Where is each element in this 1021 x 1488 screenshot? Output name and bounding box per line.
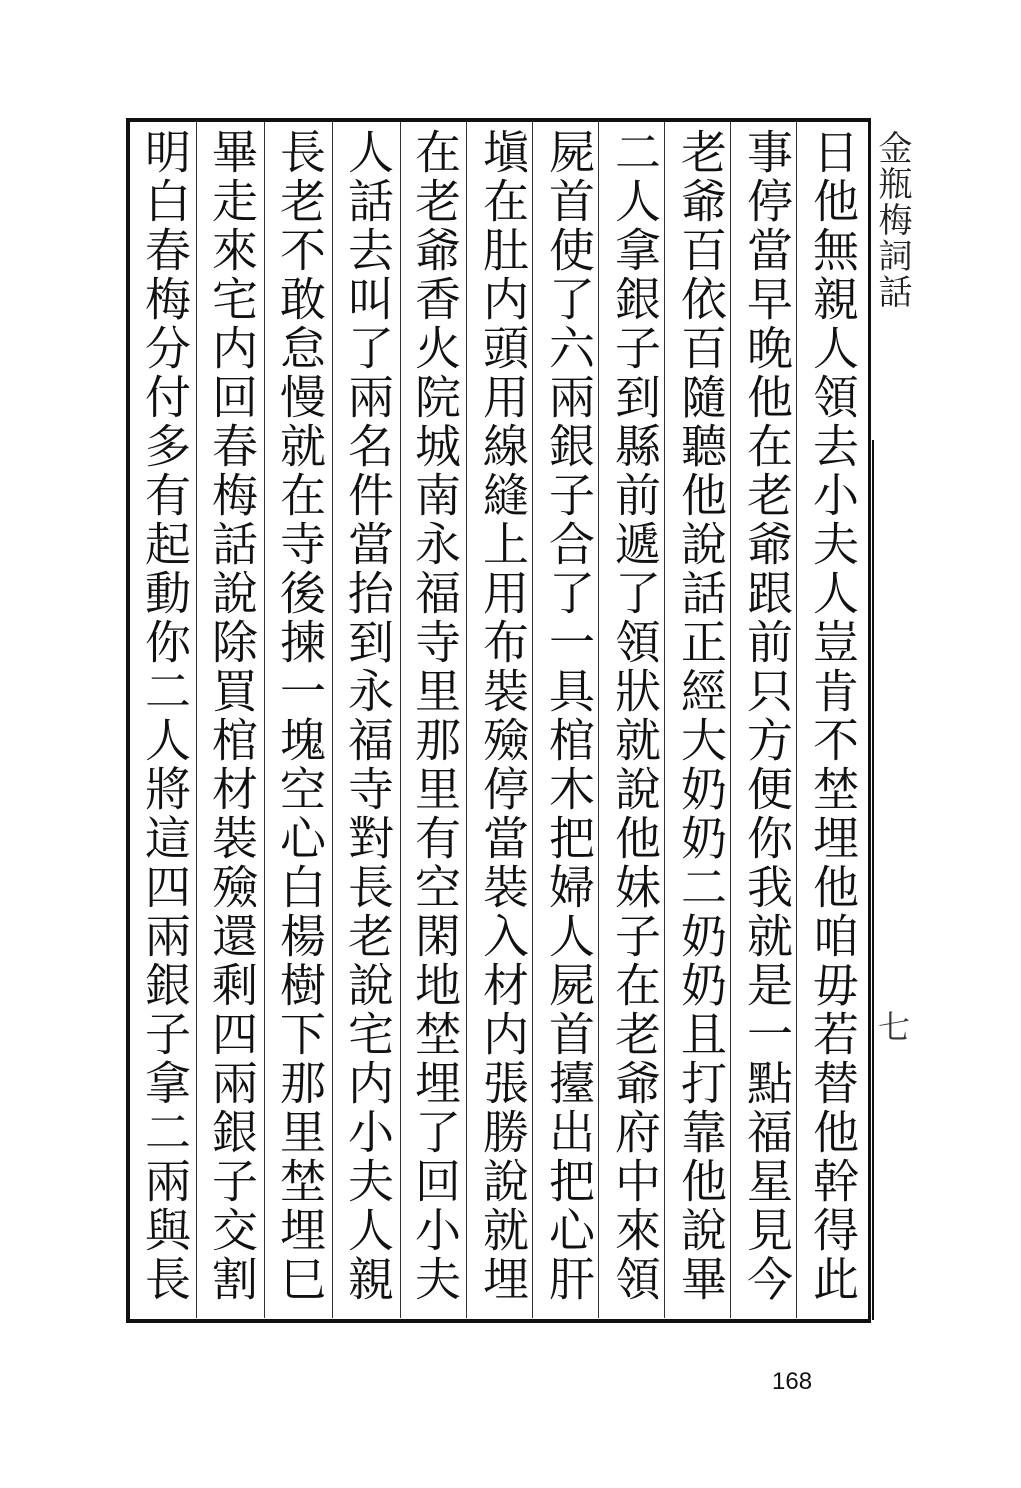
text-column-4: 二人拿銀子到縣前遞了領狀就說他妹子在老爺府中來領 (608, 128, 662, 1304)
text-column-8: 人話去叫了兩名件當抬到永福寺對長老說宅内小夫人親 (341, 128, 395, 1304)
column-rule (264, 122, 265, 1318)
page-number: 168 (772, 1368, 813, 1395)
column-rule (332, 122, 333, 1318)
margin-chapter-mark: 七 (873, 1010, 911, 1042)
text-column-2: 事停當早晚他在老爺跟前只方便你我就是一點福星見今 (740, 128, 794, 1304)
text-column-10: 畢走來宅内回春梅話說除買棺材裝殮還剩四兩銀子交割 (205, 128, 259, 1304)
text-column-6: 塡在肚内頭用線縫上用布裝殮停當裝入材内張勝說就埋 (476, 128, 530, 1304)
column-rule (466, 122, 467, 1318)
column-rule (196, 122, 197, 1318)
text-column-7: 在老爺香火院城南永福寺里那里有空閑地埜埋了回小夫 (408, 128, 462, 1304)
text-column-11: 明白春梅分付多有起動你二人將這四兩銀子拿二兩與長 (138, 128, 192, 1304)
margin-fold-line (872, 440, 914, 1320)
text-column-3: 老爺百依百隨聽他說話正經大奶奶二奶奶且打靠他說畢 (674, 128, 728, 1304)
margin-book-title: 金瓶梅詞話 (872, 130, 912, 310)
text-column-9: 長老不敢怠慢就在寺後揀一塊空心白楊樹下那里埜埋巳 (273, 128, 327, 1304)
column-rule (400, 122, 401, 1318)
text-column-5: 屍首使了六兩銀子合了一具棺木把婦人屍首擡出把心肝 (542, 128, 596, 1304)
text-column-1: 日他無親人領去小夫人豈肯不埜埋他咱毋若替他幹得此 (806, 128, 860, 1304)
